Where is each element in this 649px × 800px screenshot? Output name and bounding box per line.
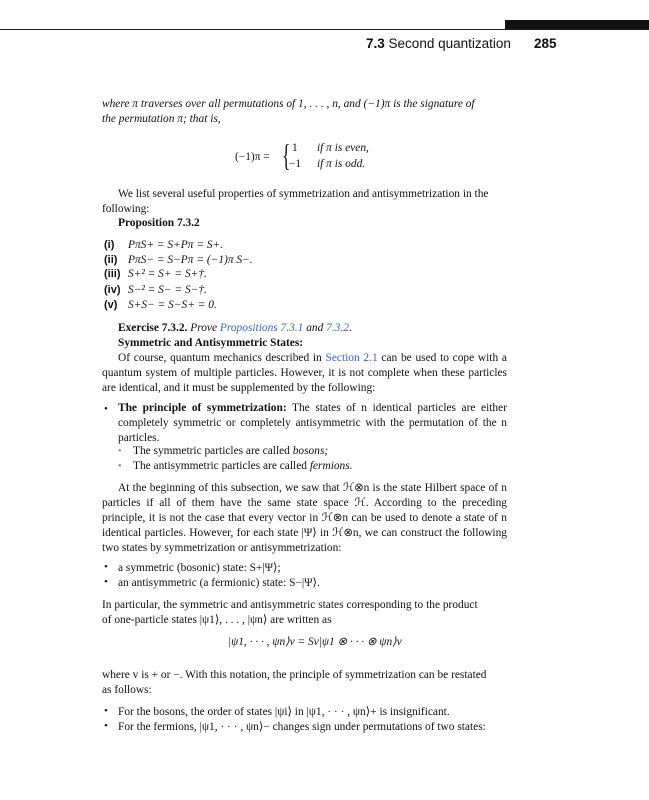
fermions-item — [133, 460, 353, 472]
signature-case1-value: 1 — [292, 142, 298, 154]
intro-line-2: the permutation π; that is, — [102, 113, 221, 125]
section-heading: Symmetric and Antisymmetric States: — [118, 337, 304, 349]
paragraph-line: where v is + or −. With this notation, the principle of symmetrization can be restated — [102, 669, 487, 681]
proposition-item-label: (ii) — [104, 254, 118, 266]
paragraph-product-states — [102, 598, 507, 628]
paragraph-identical-particles — [102, 351, 507, 396]
paragraph-text: can be used to cope with a quantum system of multiple particles. However, it is not complete when these particles are identical, and it must be supplemented by the following: — [102, 352, 507, 394]
bullet-icon: • — [104, 576, 108, 588]
fermions-term: fermions. — [309, 460, 353, 472]
principle-title: The principle of symmetrization: — [118, 402, 287, 414]
proposition-item-label: (v) — [104, 299, 118, 311]
properties-intro-line-2: following: — [102, 203, 150, 215]
intro-line-1: where π traverses over all permutations of 1, . . . , n, and (−1)π is the signature of — [102, 98, 475, 110]
running-header — [366, 36, 511, 51]
section-title: Second quantization — [388, 36, 511, 51]
final-list-item: For the bosons, the order of states |ψi⟩ in |ψ1, · · · , ψn⟩+ is insignificant. — [118, 706, 450, 718]
signature-lhs: (−1)π = — [235, 151, 270, 163]
proposition-title: Proposition 7.3.2 — [118, 217, 200, 229]
properties-intro — [102, 187, 507, 217]
section-link[interactable]: Section 2.1 — [325, 352, 378, 364]
bullet-icon: • — [104, 561, 108, 573]
proposition-item-label: (iii) — [104, 268, 121, 280]
proposition-item-text: PπS+ = S+Pπ = S+. — [128, 239, 224, 251]
exercise-prove: Prove — [190, 322, 218, 334]
exercise-title: Exercise 7.3.2. — [118, 322, 188, 334]
bosons-item — [133, 445, 328, 457]
bullet-icon: • — [104, 720, 108, 732]
final-list-item: For the fermions, |ψ1, · · · , ψn⟩− changes sign under permutations of two states: — [118, 721, 486, 733]
bullet-icon: • — [104, 403, 108, 415]
section-number: 7.3 — [366, 36, 385, 51]
principle-paragraph — [118, 401, 507, 446]
proposition-item-text: PπS− = S−Pπ = (−1)π S−. — [128, 254, 253, 266]
exercise-line — [118, 322, 352, 334]
principle-text: The states of n identical particles are either completely symmetric or completely antisymmetric with the permutation of the n particles. — [118, 402, 507, 444]
proposition-item-label: (i) — [104, 239, 115, 251]
proposition-item-label: (iv) — [104, 284, 121, 296]
fermions-text: The antisymmetric particles are called — [133, 460, 307, 472]
proposition-item-text: S+² = S+ = S+†. — [128, 268, 207, 280]
paragraph-notation — [102, 668, 507, 698]
bullet-icon: • — [104, 705, 108, 717]
sub-bullet-icon: • — [118, 461, 122, 472]
product-equation: |ψ1, · · · , ψn⟩v = Sv|ψ1 ⊗ · · · ⊗ ψn⟩v — [228, 636, 402, 648]
signature-brace: { — [282, 137, 291, 173]
header-rule — [0, 29, 649, 30]
paragraph-line: of one-particle states |ψ1⟩, . . . , |ψn⟩ are written as — [102, 614, 332, 626]
states-list-item: an antisymmetric (a fermionic) state: S−|Ψ⟩. — [118, 577, 320, 589]
page-number: 285 — [534, 36, 557, 51]
exercise-period: . — [348, 322, 352, 334]
paragraph-line: In particular, the symmetric and antisymmetric states corresponding to the product — [102, 599, 478, 611]
states-list-item: a symmetric (bosonic) state: S+|Ψ⟩; — [118, 562, 281, 574]
paragraph-line: as follows: — [102, 684, 152, 696]
propositions-link[interactable]: Propositions 7.3.1 — [219, 322, 304, 334]
signature-case2-condition: if π is odd. — [317, 158, 366, 170]
paragraph-state-space: At the beginning of this subsection, we saw that ℋ⊗n is the state Hilbert space of n particles if all of them have the same state space ℋ. According to the preceding principle, it is not the case that every vector in ℋ⊗n can be used to denote a state of n identical particles. However, for each state |Ψ⟩ in ℋ⊗n, we can construct the following two states by symmetrization or antisymmetrization: — [102, 482, 507, 554]
proposition-item-text: S+S− = S−S+ = 0. — [128, 299, 217, 311]
properties-intro-line-1: We list several useful properties of symmetrization and antisymmetrization in the — [118, 188, 489, 200]
proposition-link[interactable]: 7.3.2 — [326, 322, 349, 334]
sub-bullet-icon: • — [118, 446, 122, 457]
signature-case1-condition: if π is even, — [317, 142, 369, 154]
bosons-term: bosons; — [292, 445, 329, 457]
paragraph-text: Of course, quantum mechanics described in — [118, 352, 322, 364]
exercise-and: and — [306, 322, 324, 334]
signature-case2-value: −1 — [289, 158, 302, 170]
intro-paragraph — [102, 97, 507, 127]
proposition-item-text: S−² = S− = S−†. — [128, 284, 207, 296]
bosons-text: The symmetric particles are called — [133, 445, 290, 457]
